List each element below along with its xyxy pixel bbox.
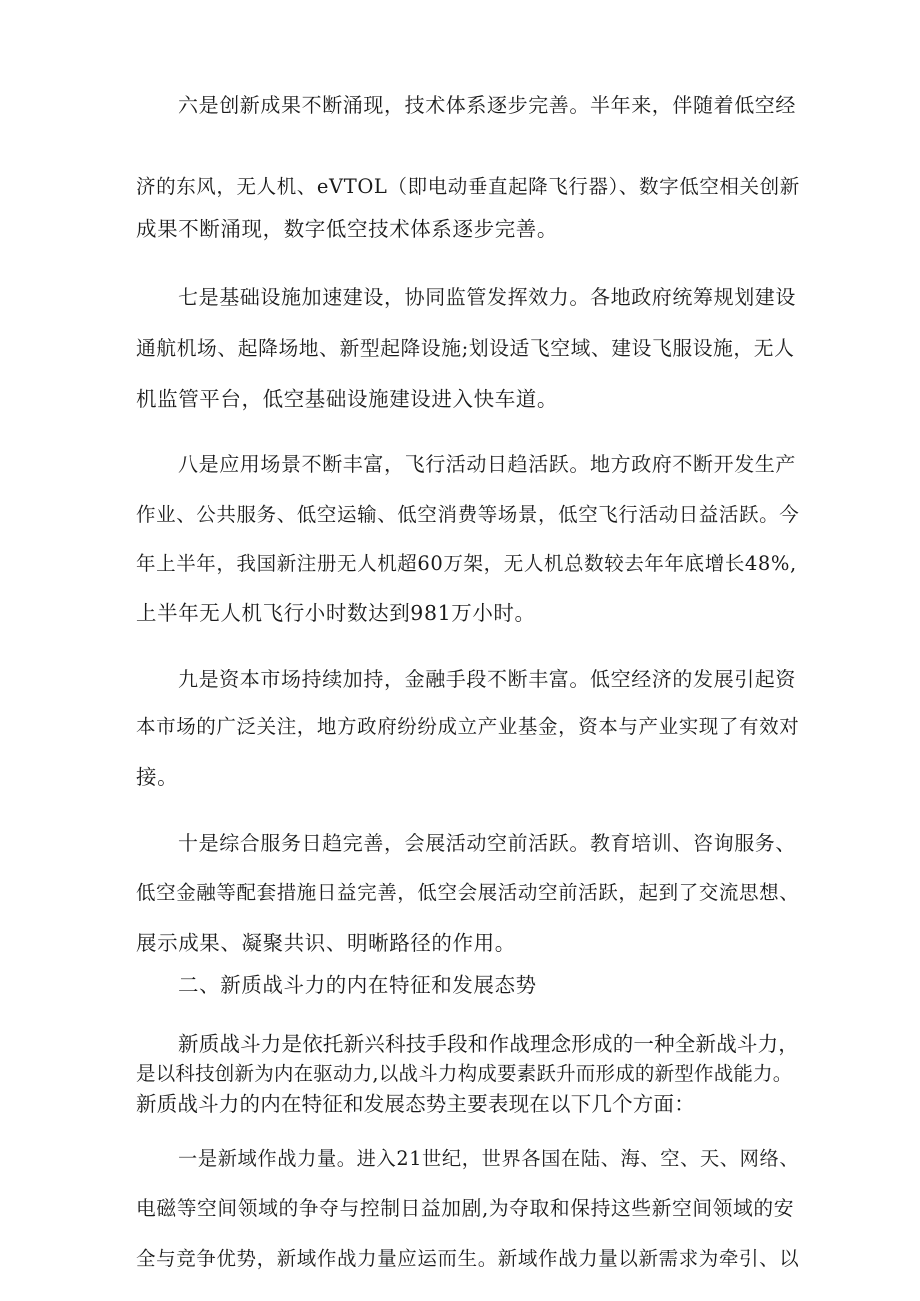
paragraph-2-line-3: 机监管平台，低空基础设施建设进入快车道。 (136, 387, 558, 411)
paragraph-8-line-3: 全与竞争优势，新域作战力量应运而生。新域作战力量以新需求为牵引、以 (136, 1247, 800, 1270)
paragraph-7-line-3: 新质战斗力的内在特征和发展态势主要表现在以下几个方面： (136, 1092, 695, 1116)
paragraph-4-line-3: 接。 (136, 765, 179, 789)
paragraph-8-line-1: 一是新域作战力量。进入21世纪，世界各国在陆、海、空、天、网络、 (178, 1147, 800, 1170)
paragraph-3-line-4: 上半年无人机飞行小时数达到981万小时。 (136, 601, 536, 625)
paragraph-3-line-1: 八是应用场景不断丰富，飞行活动日趋活跃。地方政府不断开发生产 (178, 452, 796, 476)
paragraph-5-line-1: 十是综合服务日趋完善，会展活动空前活跃。教育培训、咨询服务、 (178, 831, 796, 855)
paragraph-1-line-2: 济的东风，无人机、eVTOL（即电动垂直起降飞行器）、数字低空相关创新 (136, 175, 800, 198)
paragraph-3-line-3: 年上半年，我国新注册无人机超60万架，无人机总数较去年年底增长48%, (136, 552, 797, 575)
paragraph-8-line-2: 电磁等空间领域的争夺与控制日益加剧,为夺取和保持这些新空间领域的安 (136, 1197, 795, 1220)
paragraph-7-line-2: 是以科技创新为内在驱动力,以战斗力构成要素跃升而形成的新型作战能力。 (136, 1062, 793, 1085)
section-heading: 二、新质战斗力的内在特征和发展态势 (178, 973, 537, 997)
paragraph-2-line-2: 通航机场、起降场地、新型起降设施;划设适飞空域、建设飞服设施，无人 (136, 337, 795, 360)
paragraph-4-line-1: 九是资本市场持续加持，金融手段不断丰富。低空经济的发展引起资 (178, 667, 796, 691)
paragraph-7-line-1: 新质战斗力是依托新兴科技手段和作战理念形成的一种全新战斗力， (178, 1032, 799, 1056)
paragraph-1-line-1: 六是创新成果不断涌现，技术体系逐步完善。半年来，伴随着低空经 (178, 93, 796, 117)
paragraph-2-line-1: 七是基础设施加速建设，协同监管发挥效力。各地政府统筹规划建设 (178, 285, 796, 309)
paragraph-1-line-3: 成果不断涌现，数字低空技术体系逐步完善。 (136, 217, 558, 241)
paragraph-4-line-2: 本市场的广泛关注，地方政府纷纷成立产业基金，资本与产业实现了有效对 (136, 715, 800, 738)
paragraph-5-line-3: 展示成果、凝聚共识、明晰路径的作用。 (136, 931, 516, 955)
paragraph-3-line-2: 作业、公共服务、低空运输、低空消费等场景，低空飞行活动日益活跃。今 (136, 503, 800, 526)
paragraph-5-line-2: 低空金融等配套措施日益完善，低空会展活动空前活跃，起到了交流思想、 (136, 881, 800, 904)
